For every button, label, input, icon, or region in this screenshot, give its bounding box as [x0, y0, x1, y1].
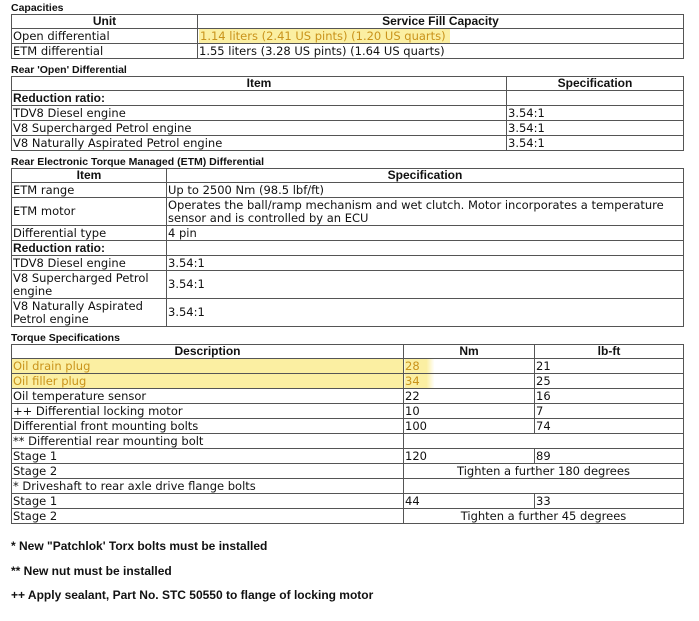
etm-cell: ETM range — [12, 183, 167, 198]
torque-cell-highlighted: 28 — [404, 359, 535, 374]
torque-cell: 74 — [535, 419, 684, 434]
open-diff-table — [11, 76, 684, 151]
etm-cell: 3.54:1 — [167, 271, 684, 299]
document-body — [11, 2, 684, 524]
torque-title: Torque Specifications — [11, 332, 120, 344]
torque-cell — [404, 479, 684, 494]
open-diff-cell: V8 Naturally Aspirated Petrol engine — [12, 136, 507, 151]
open-diff-cell: V8 Supercharged Petrol engine — [12, 121, 507, 136]
torque-cell: Tighten a further 180 degrees — [404, 464, 684, 479]
open-diff-header-spec: Specification — [507, 77, 684, 91]
torque-cell: 7 — [535, 404, 684, 419]
etm-cell: 3.54:1 — [167, 256, 684, 271]
capacities-cell-highlighted — [198, 29, 684, 44]
etm-cell: Operates the ball/ramp mechanism and wet clutch. Motor incorporates a temperature sensor and is controlled by an ECU — [167, 198, 684, 226]
etm-cell: ETM motor — [12, 198, 167, 226]
capacities-cell: 1.55 liters (3.28 US pints) (1.64 US quarts) — [198, 44, 684, 59]
torque-cell: Tighten a further 45 degrees — [404, 509, 684, 524]
open-diff-group-label: Reduction ratio: — [12, 91, 507, 106]
etm-diff-table — [11, 168, 684, 327]
open-diff-cell: TDV8 Diesel engine — [12, 106, 507, 121]
torque-header-description: Description — [12, 345, 404, 359]
torque-cell: 33 — [535, 494, 684, 509]
etm-cell: TDV8 Diesel engine — [12, 256, 167, 271]
torque-cell: Stage 1 — [12, 494, 404, 509]
open-diff-cell: 3.54:1 — [507, 136, 684, 151]
torque-cell: 89 — [535, 449, 684, 464]
open-diff-title: Rear 'Open' Differential — [11, 64, 127, 76]
open-diff-cell — [507, 91, 684, 106]
etm-diff-title: Rear Electronic Torque Managed (ETM) Differential — [11, 156, 265, 168]
torque-cell: Differential front mounting bolts — [12, 419, 404, 434]
footnote: ++ Apply sealant, Part No. STC 50550 to flange of locking motor — [11, 588, 374, 602]
torque-cell: 22 — [404, 389, 535, 404]
torque-header-lbft: lb-ft — [535, 345, 684, 359]
torque-group-label: * Driveshaft to rear axle drive flange bolts — [12, 479, 404, 494]
footnote: * New "Patchlok' Torx bolts must be installed — [11, 539, 268, 553]
etm-cell: Differential type — [12, 226, 167, 241]
capacities-title: Capacities — [11, 2, 64, 14]
torque-cell — [404, 434, 684, 449]
etm-cell: 3.54:1 — [167, 299, 684, 327]
capacities-cell: Open differential — [12, 29, 198, 44]
etm-cell — [167, 241, 684, 256]
torque-group-label: ** Differential rear mounting bolt — [12, 434, 404, 449]
footnote: ** New nut must be installed — [11, 564, 172, 578]
capacities-header-unit: Unit — [12, 15, 198, 29]
torque-cell: Stage 2 — [12, 464, 404, 479]
torque-cell: 100 — [404, 419, 535, 434]
torque-cell-highlighted: Oil drain plug — [12, 359, 404, 374]
torque-cell: 25 — [535, 374, 684, 389]
torque-header-nm: Nm — [404, 345, 535, 359]
torque-cell: 16 — [535, 389, 684, 404]
open-diff-cell: 3.54:1 — [507, 121, 684, 136]
etm-diff-header-spec: Specification — [167, 169, 684, 183]
etm-cell: 4 pin — [167, 226, 684, 241]
torque-cell: Stage 1 — [12, 449, 404, 464]
torque-cell: 10 — [404, 404, 535, 419]
torque-cell: 44 — [404, 494, 535, 509]
capacities-cell: ETM differential — [12, 44, 198, 59]
torque-cell: Stage 2 — [12, 509, 404, 524]
torque-cell: 120 — [404, 449, 535, 464]
torque-cell: Oil temperature sensor — [12, 389, 404, 404]
torque-cell: ++ Differential locking motor — [12, 404, 404, 419]
etm-cell: Up to 2500 Nm (98.5 lbf/ft) — [167, 183, 684, 198]
open-diff-cell: 3.54:1 — [507, 106, 684, 121]
etm-cell: V8 Naturally Aspirated Petrol engine — [12, 299, 167, 327]
open-diff-header-item: Item — [12, 77, 507, 91]
etm-group-label: Reduction ratio: — [12, 241, 167, 256]
torque-cell-highlighted: 34 — [404, 374, 535, 389]
torque-cell: 21 — [535, 359, 684, 374]
etm-cell: V8 Supercharged Petrol engine — [12, 271, 167, 299]
capacities-header-capacity: Service Fill Capacity — [198, 15, 684, 29]
highlighted-capacity: 1.14 liters (2.41 US pints) (1.20 US quarts) — [199, 29, 450, 44]
etm-diff-header-item: Item — [12, 169, 167, 183]
capacities-table — [11, 14, 684, 59]
torque-cell-highlighted: Oil filler plug — [12, 374, 404, 389]
torque-table — [11, 344, 684, 524]
